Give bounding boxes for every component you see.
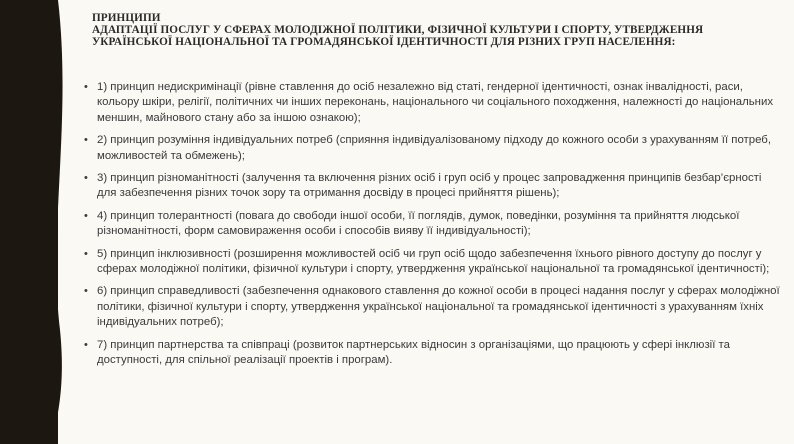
title-line-3: УКРАЇНСЬКОЇ НАЦІОНАЛЬНОЇ ТА ГРОМАДЯНСЬКОЇ ІДЕНТИЧНОСТІ ДЛЯ РІЗНИХ ГРУП НАСЕЛЕННЯ: xyxy=(92,36,676,48)
list-item-text: 1) принцип недискримінації (рівне ставлення до осіб незалежно від статі, гендерної ідентичності, ознак інвалідності, раси, кольору шкіри, релігії, політичних чи інших переконань, національного чи соціального походження, належності до національних меншин, майнового стану або за іншою ознакою); xyxy=(97,81,774,124)
slide-title xyxy=(92,12,782,48)
decorative-band-curve xyxy=(0,0,80,444)
bullet-icon: • xyxy=(84,338,88,351)
list-item xyxy=(84,171,784,202)
list-item-text: 3) принцип різноманітності (залучення та включення різних осіб і груп осіб у процес запровадження принципів безбар’єрності для забезпечення різних точок зору та отримання досвіду в процесі прийняття рішень); xyxy=(97,172,762,200)
list-item xyxy=(84,338,784,369)
bullet-icon: • xyxy=(84,285,88,298)
principles-list xyxy=(84,80,784,376)
bullet-icon: • xyxy=(84,172,88,185)
list-item-text: 4) принцип толерантності (повага до свободи іншої особи, її поглядів, думок, поведінки, розуміння та прийняття людської різноманітності, форм самовираження особи і способів вияву її індивідуальності); xyxy=(97,209,740,238)
list-item-text: 2) принцип розуміння індивідуальних потреб (сприяння індивідуалізованому підходу до кожного особи з урахуванням її потреб, можливостей та обмежень); xyxy=(97,134,771,162)
list-item-text: 6) принцип справедливості (забезпечення однакового ставлення до кожної особи в процесі надання послуг у сферах молодіжної політики, фізичної культури і спорту, утвердження української національної та громадянської ідентичності з урахуванням їхніх індивідуальних потреб); xyxy=(97,285,780,329)
title-line-2: АДАПТАЦІЇ ПОСЛУГ У СФЕРАХ МОЛОДІЖНОЇ ПОЛІТИКИ, ФІЗИЧНОЇ КУЛЬТУРИ І СПОРТУ, УТВЕРДЖЕННЯ xyxy=(92,24,704,36)
list-item xyxy=(84,247,784,278)
list-item-text: 5) принцип інклюзивності (розширення можливостей осіб чи груп осіб щодо забезпечення їхнього рівного доступу до послуг у сферах молодіжної політики, фізичної культури і спорту, утвердження української національної та громадянської ідентичності); xyxy=(97,247,770,276)
title-line-1: ПРИНЦИПИ xyxy=(92,12,161,24)
bullet-icon: • xyxy=(84,134,88,147)
bullet-icon: • xyxy=(84,209,88,222)
bullet-icon: • xyxy=(84,247,88,260)
list-item xyxy=(84,80,784,126)
list-item xyxy=(84,284,784,330)
list-item-text: 7) принцип партнерства та співпраці (розвиток партнерських відносин з організаціями, що працюють у сфері інклюзії та доступності, для спільної реалізації проектів і програм). xyxy=(97,338,730,367)
bullet-icon: • xyxy=(84,81,88,93)
list-item xyxy=(84,133,784,164)
list-item xyxy=(84,209,784,240)
